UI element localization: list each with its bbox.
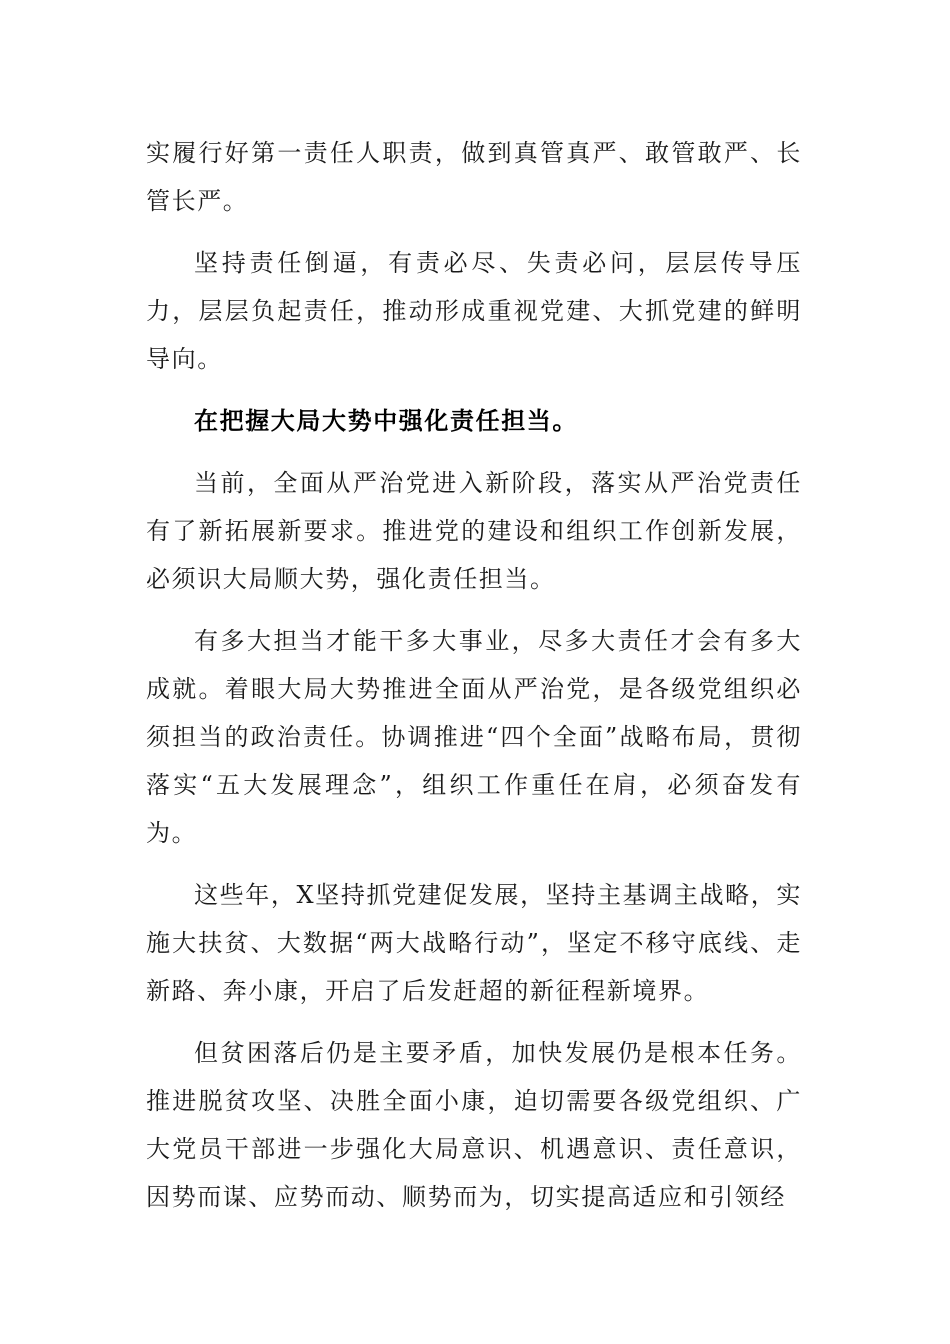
paragraph-continuation: 实履行好第一责任人职责，做到真管真严、敢管敢严、长管长严。 <box>146 139 802 215</box>
paragraph: 当前，全面从严治党进入新阶段，落实从严治党责任有了新拓展新要求。推进党的建设和组织工作创新发展，必须识大局顺大势，强化责任担当。 <box>146 469 802 593</box>
paragraph: 坚持责任倒逼，有责必尽、失责必问，层层传导压力，层层负起责任，推动形成重视党建、大抓党建的鲜明导向。 <box>146 249 802 373</box>
document-body <box>146 129 802 1235</box>
section-heading: 在把握大局大势中强化责任担当。 <box>194 406 578 435</box>
paragraph: 这些年，X坚持抓党建促发展，坚持主基调主战略，实施大扶贫、大数据“两大战略行动”，坚定不移守底线、走新路、奔小康，开启了后发赶超的新征程新境界。 <box>146 881 802 1005</box>
paragraph: 但贫困落后仍是主要矛盾，加快发展仍是根本任务。推进脱贫攻坚、决胜全面小康，迫切需要各级党组织、广大党员干部进一步强化大局意识、机遇意识、责任意识，因势而谋、应势而动、顺势而为，切实提高适应和引领经 <box>146 1039 802 1211</box>
paragraph: 有多大担当才能干多大事业，尽多大责任才会有多大成就。着眼大局大势推进全面从严治党，是各级党组织必须担当的政治责任。协调推进“四个全面”战略布局，贯彻落实“五大发展理念”，组织工作重任在肩，必须奋发有为。 <box>146 627 802 847</box>
